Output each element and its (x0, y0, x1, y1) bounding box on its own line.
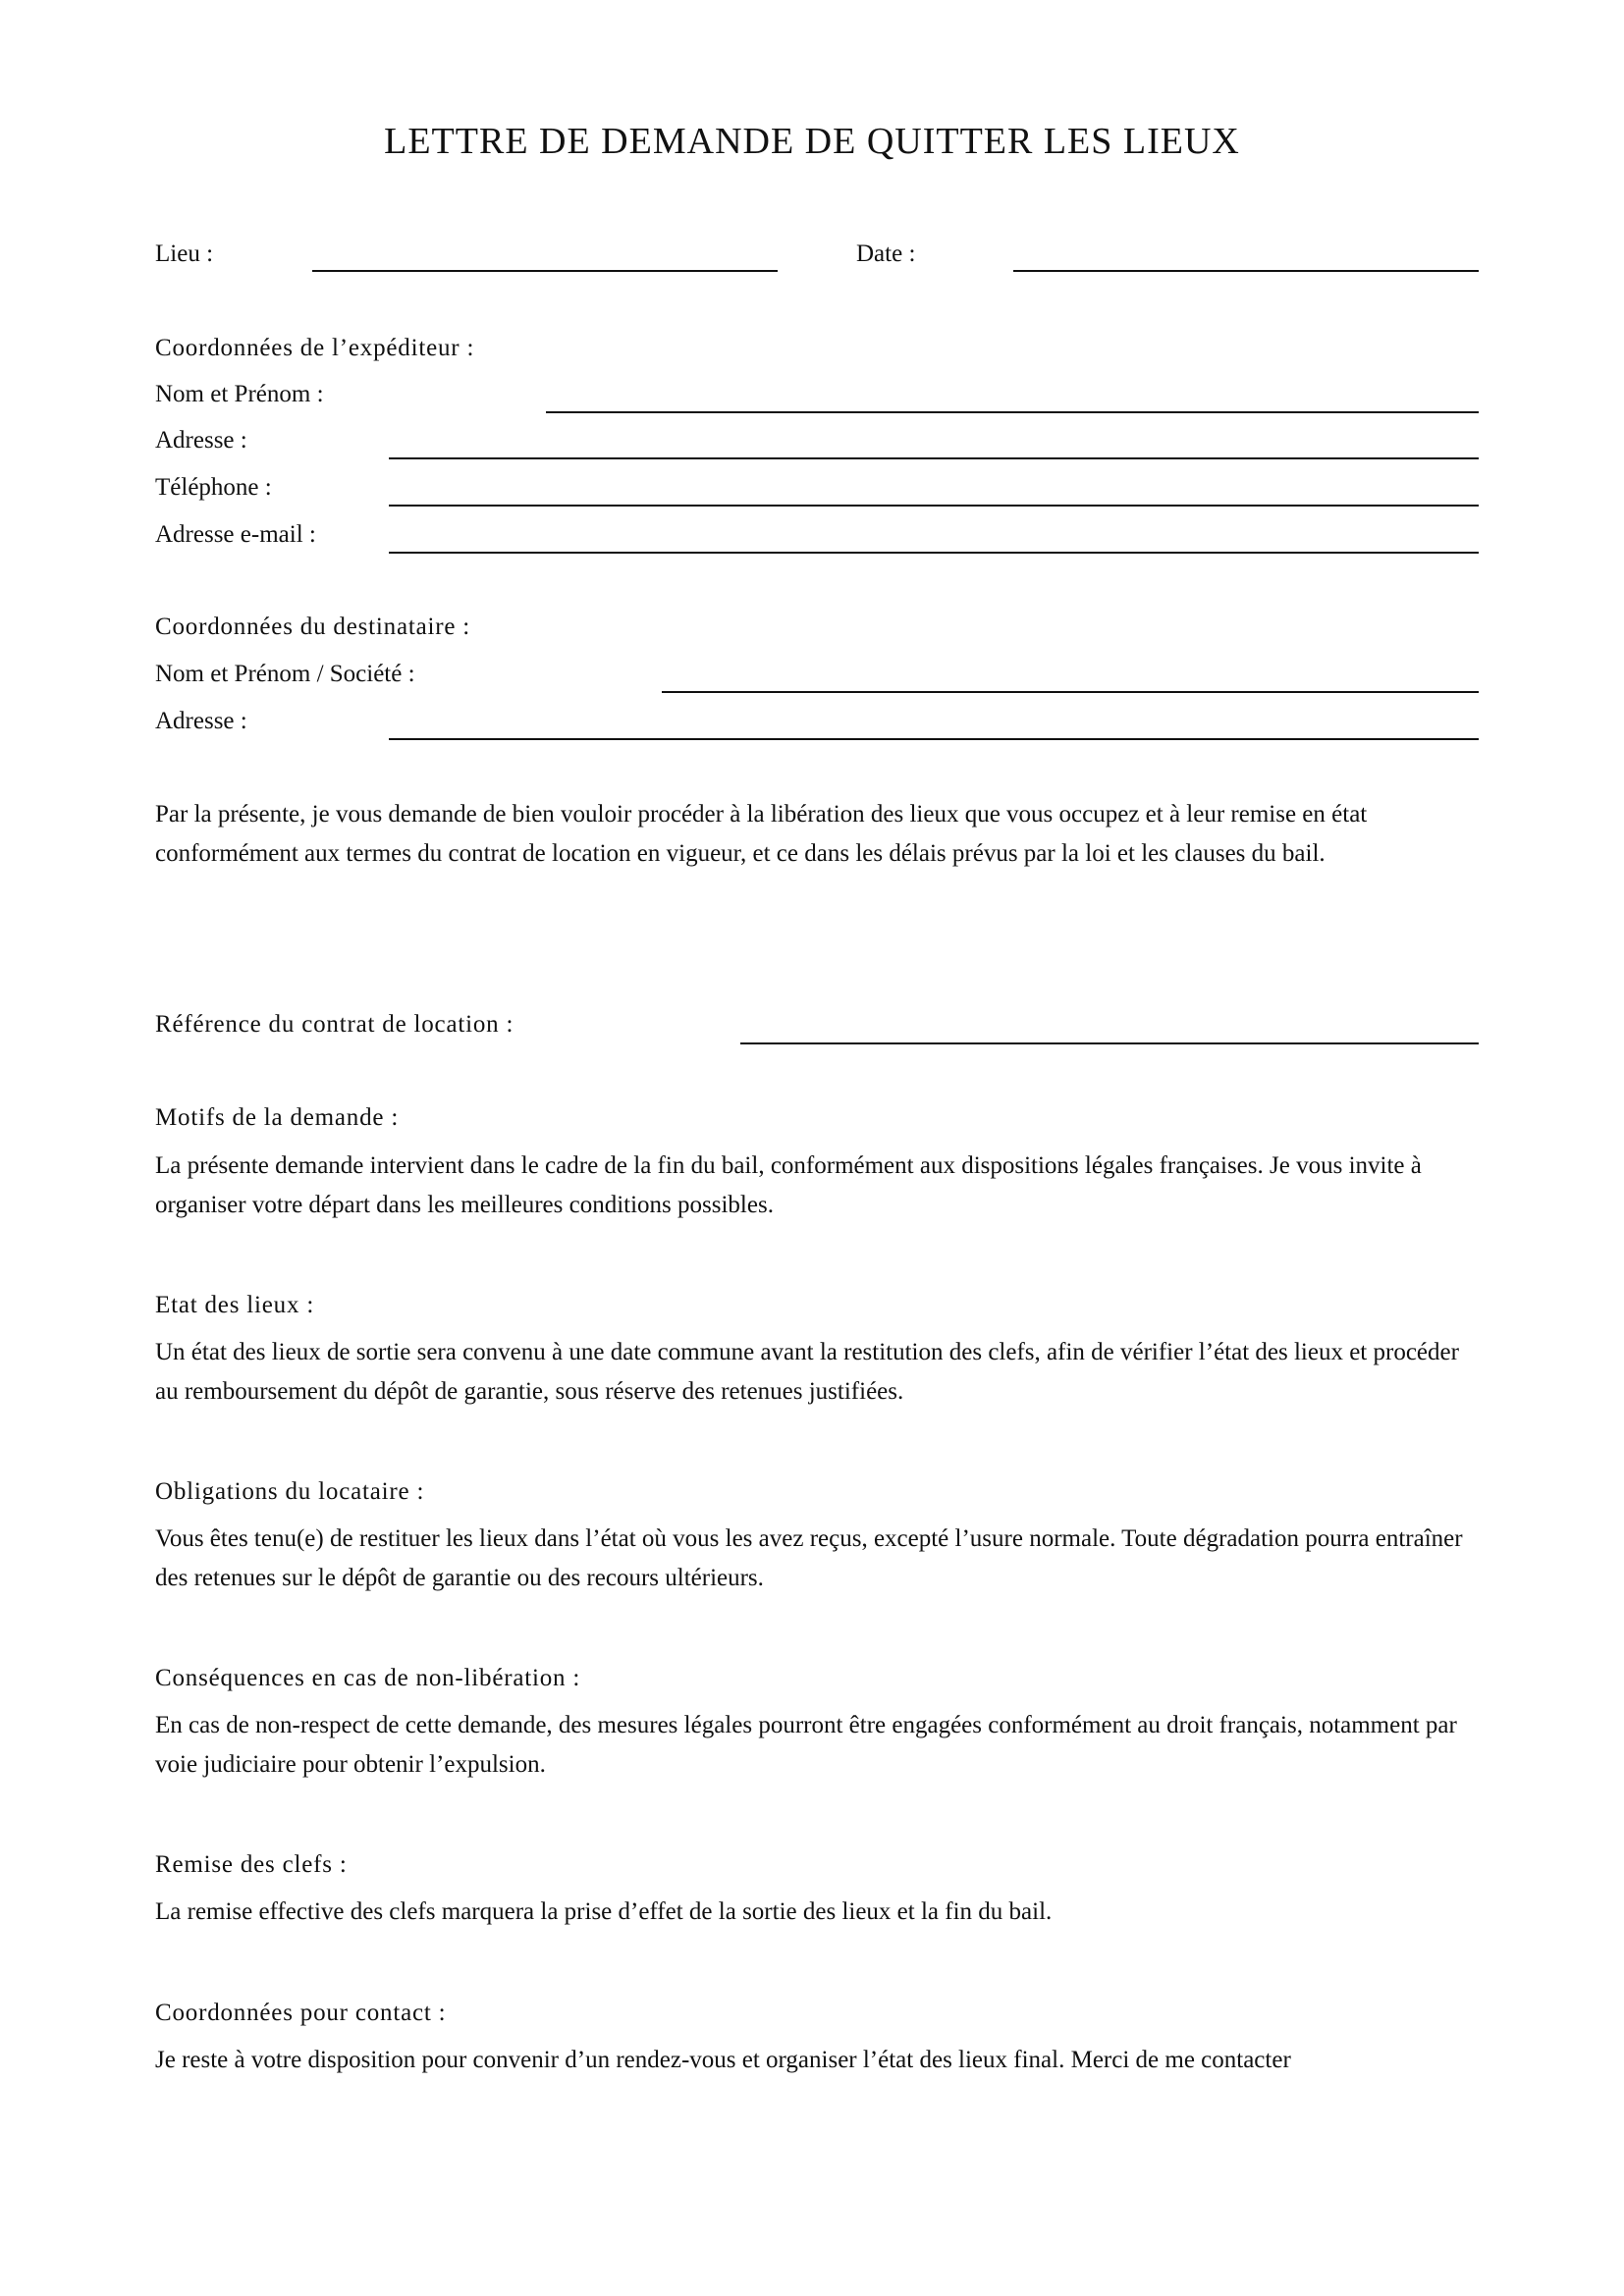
sender-address-label: Adresse : (155, 427, 247, 454)
sender-phone-label: Téléphone : (155, 474, 272, 501)
section-text-remise-des-clefs: La remise effective des clefs marquera la prise d’effet de la sortie des lieux et la fin du bail. (155, 1898, 1053, 1925)
date-label: Date : (856, 240, 916, 267)
recipient-address-field[interactable] (389, 738, 1479, 740)
sender-email-label: Adresse e-mail : (155, 521, 316, 548)
contract-reference-label: Référence du contrat de location : (155, 1011, 514, 1038)
sender-heading: Coordonnées de l’expéditeur : (155, 335, 475, 361)
contract-reference-field[interactable] (740, 1042, 1479, 1044)
section-text-etat-des-lieux: Un état des lieux de sortie sera convenu à une date commune avant la restitution des clefs, afin de vérifier l’état des lieux et procéder au remboursement du dépôt de garantie, sous réserve des retenues justifiées. (155, 1339, 1459, 1405)
section-heading-motifs: Motifs de la demande : (155, 1104, 400, 1131)
sender-name-field[interactable] (546, 411, 1479, 413)
sender-address-field[interactable] (389, 457, 1479, 459)
sender-phone-field[interactable] (389, 505, 1479, 507)
section-text-obligations: Vous êtes tenu(e) de restituer les lieux dans l’état où vous les avez reçus, excepté l’usure normale. Toute dégradation pourra entraîner des retenues sur le dépôt de garantie ou des recours ultérieurs. (155, 1525, 1463, 1591)
section-heading-obligations: Obligations du locataire : (155, 1478, 425, 1505)
section-heading-remise-des-clefs: Remise des clefs : (155, 1851, 348, 1878)
section-heading-etat-des-lieux: Etat des lieux : (155, 1292, 315, 1318)
sender-name-label: Nom et Prénom : (155, 381, 324, 407)
recipient-heading: Coordonnées du destinataire : (155, 614, 471, 640)
section-heading-consequences: Conséquences en cas de non-libération : (155, 1665, 581, 1691)
recipient-name-label: Nom et Prénom / Société : (155, 661, 415, 687)
document-title: LETTRE DE DEMANDE DE QUITTER LES LIEUX (384, 121, 1240, 162)
section-text-consequences: En cas de non-respect de cette demande, des mesures légales pourront être engagées conformément au droit français, notamment par voie judiciaire pour obtenir l’expulsion. (155, 1712, 1457, 1778)
section-heading-contact: Coordonnées pour contact : (155, 2000, 447, 2026)
intro-paragraph: Par la présente, je vous demande de bien vouloir procéder à la libération des lieux que vous occupez et à leur remise en état conformément aux termes du contrat de location en vigueur, et ce dans les délais prévus par la loi et les clauses du bail. (155, 801, 1368, 867)
recipient-address-label: Adresse : (155, 708, 247, 734)
recipient-name-field[interactable] (662, 691, 1479, 693)
section-text-contact: Je reste à votre disposition pour convenir d’un rendez-vous et organiser l’état des lieux final. Merci de me contacter (155, 2047, 1291, 2073)
date-field[interactable] (1013, 270, 1479, 272)
sender-email-field[interactable] (389, 552, 1479, 554)
place-label: Lieu : (155, 240, 214, 267)
place-field[interactable] (312, 270, 778, 272)
section-text-motifs: La présente demande intervient dans le cadre de la fin du bail, conformément aux dispositions légales françaises. Je vous invite à organiser votre départ dans les meilleures conditions possibles. (155, 1152, 1422, 1218)
